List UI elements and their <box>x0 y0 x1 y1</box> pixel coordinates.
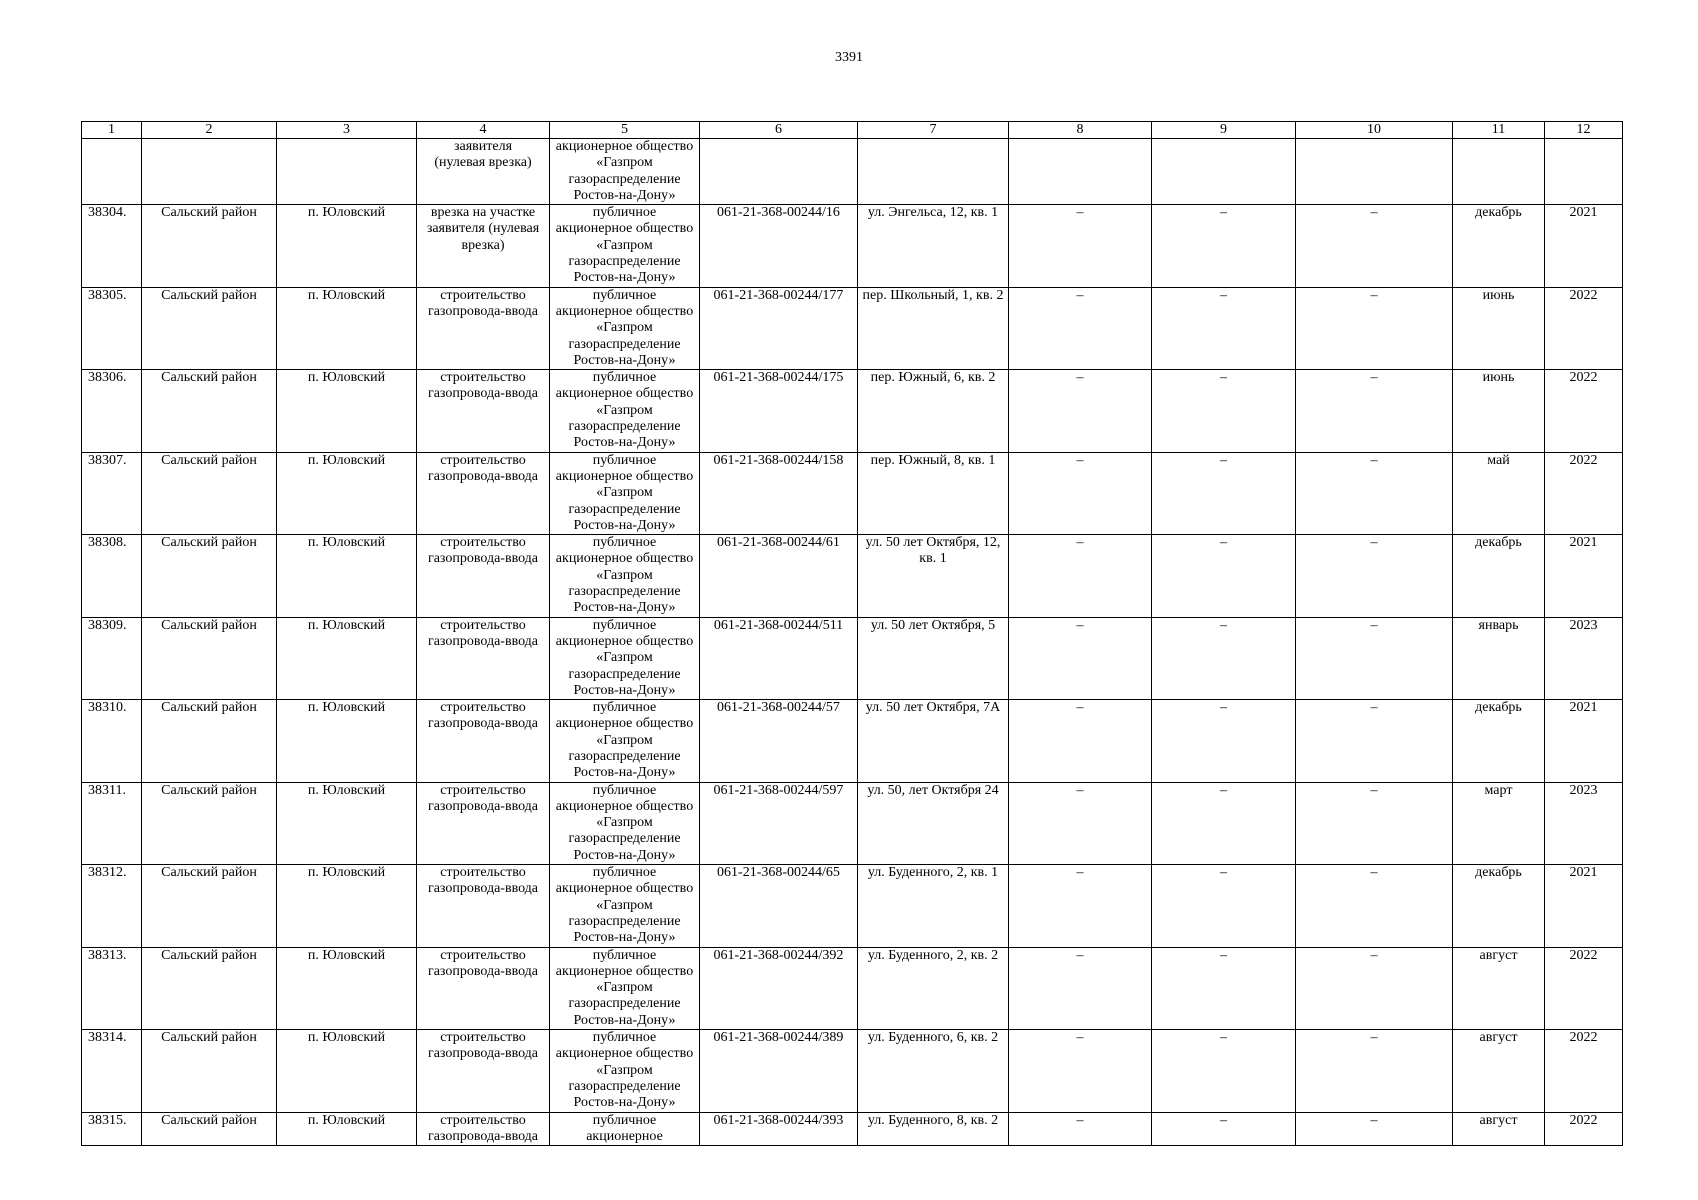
cell-col-9: – <box>1152 865 1296 947</box>
cell-col-10: – <box>1296 452 1453 534</box>
column-header: 7 <box>858 122 1009 139</box>
cell-address: пер. Южный, 6, кв. 2 <box>858 370 1009 452</box>
cell-col-9: – <box>1152 205 1296 287</box>
cell-empty <box>858 139 1009 205</box>
cell-organization: публичное акционерное <box>550 1112 700 1146</box>
cell-empty <box>142 139 277 205</box>
cell-work-type: строительство газопровода-ввода <box>417 865 550 947</box>
cell-locality: п. Юловский <box>277 865 417 947</box>
cell-address: ул. Буденного, 2, кв. 2 <box>858 947 1009 1029</box>
cell-col-10: – <box>1296 535 1453 617</box>
cell-col-10: – <box>1296 205 1453 287</box>
cell-col-9: – <box>1152 947 1296 1029</box>
cell-work-type: строительство газопровода-ввода <box>417 782 550 864</box>
cell-address: ул. Энгельса, 12, кв. 1 <box>858 205 1009 287</box>
cell-record-number: 38308. <box>82 535 142 617</box>
cell-work-type: строительство газопровода-ввода <box>417 370 550 452</box>
cell-month: август <box>1453 1030 1545 1112</box>
table-row <box>82 205 1623 287</box>
cell-district: Сальский район <box>142 452 277 534</box>
column-header: 1 <box>82 122 142 139</box>
cell-district: Сальский район <box>142 865 277 947</box>
column-number-header-row <box>82 122 1623 139</box>
cell-year: 2022 <box>1545 287 1623 369</box>
cell-col-8: – <box>1009 1030 1152 1112</box>
cell-locality: п. Юловский <box>277 287 417 369</box>
cell-organization: публичное акционерное общество «Газпром газораспределение Ростов-на-Дону» <box>550 700 700 782</box>
column-header: 12 <box>1545 122 1623 139</box>
cell-record-number: 38310. <box>82 700 142 782</box>
column-header: 4 <box>417 122 550 139</box>
cell-contract-number: 061-21-368-00244/177 <box>700 287 858 369</box>
column-header: 9 <box>1152 122 1296 139</box>
table-row <box>82 782 1623 864</box>
cell-organization: публичное акционерное общество «Газпром газораспределение Ростов-на-Дону» <box>550 205 700 287</box>
cell-col-9: – <box>1152 370 1296 452</box>
cell-empty <box>277 139 417 205</box>
cell-contract-number: 061-21-368-00244/65 <box>700 865 858 947</box>
cell-col-8: – <box>1009 617 1152 699</box>
cell-col-10: – <box>1296 700 1453 782</box>
cell-contract-number: 061-21-368-00244/175 <box>700 370 858 452</box>
cell-col-8: – <box>1009 535 1152 617</box>
cell-col-8: – <box>1009 287 1152 369</box>
cell-address: ул. 50, лет Октября 24 <box>858 782 1009 864</box>
cell-month: август <box>1453 947 1545 1029</box>
cell-district: Сальский район <box>142 205 277 287</box>
cell-work-type: строительство газопровода-ввода <box>417 452 550 534</box>
cell-col-10: – <box>1296 947 1453 1029</box>
cell-work-type: заявителя (нулевая врезка) <box>417 139 550 205</box>
page-number: 3391 <box>835 50 863 65</box>
cell-col-10: – <box>1296 287 1453 369</box>
cell-contract-number: 061-21-368-00244/392 <box>700 947 858 1029</box>
cell-col-8: – <box>1009 452 1152 534</box>
cell-year: 2021 <box>1545 865 1623 947</box>
cell-year: 2023 <box>1545 617 1623 699</box>
cell-col-10: – <box>1296 617 1453 699</box>
cell-month: декабрь <box>1453 865 1545 947</box>
column-header: 8 <box>1009 122 1152 139</box>
cell-month: январь <box>1453 617 1545 699</box>
cell-contract-number: 061-21-368-00244/158 <box>700 452 858 534</box>
table-row <box>82 947 1623 1029</box>
cell-col-9: – <box>1152 535 1296 617</box>
cell-year: 2022 <box>1545 1030 1623 1112</box>
cell-work-type: врезка на участке заявителя (нулевая врезка) <box>417 205 550 287</box>
cell-col-10: – <box>1296 1030 1453 1112</box>
cell-contract-number: 061-21-368-00244/511 <box>700 617 858 699</box>
cell-work-type: строительство газопровода-ввода <box>417 947 550 1029</box>
cell-locality: п. Юловский <box>277 782 417 864</box>
cell-district: Сальский район <box>142 617 277 699</box>
cell-year: 2023 <box>1545 782 1623 864</box>
cell-empty <box>1296 139 1453 205</box>
cell-col-8: – <box>1009 1112 1152 1146</box>
cell-year: 2022 <box>1545 370 1623 452</box>
table-row <box>82 1112 1623 1146</box>
cell-organization: публичное акционерное общество «Газпром газораспределение Ростов-на-Дону» <box>550 535 700 617</box>
cell-record-number: 38304. <box>82 205 142 287</box>
column-header: 3 <box>277 122 417 139</box>
cell-organization: публичное акционерное общество «Газпром газораспределение Ростов-на-Дону» <box>550 370 700 452</box>
cell-locality: п. Юловский <box>277 205 417 287</box>
cell-col-8: – <box>1009 865 1152 947</box>
gas-connection-registry-table <box>81 121 1623 1146</box>
cell-col-10: – <box>1296 782 1453 864</box>
cell-col-9: – <box>1152 700 1296 782</box>
cell-address: ул. Буденного, 2, кв. 1 <box>858 865 1009 947</box>
cell-address: пер. Школьный, 1, кв. 2 <box>858 287 1009 369</box>
cell-col-8: – <box>1009 947 1152 1029</box>
cell-district: Сальский район <box>142 287 277 369</box>
cell-col-9: – <box>1152 1030 1296 1112</box>
cell-address: ул. 50 лет Октября, 5 <box>858 617 1009 699</box>
cell-address: ул. Буденного, 8, кв. 2 <box>858 1112 1009 1146</box>
cell-empty <box>1009 139 1152 205</box>
cell-organization: публичное акционерное общество «Газпром газораспределение Ростов-на-Дону» <box>550 1030 700 1112</box>
cell-record-number: 38311. <box>82 782 142 864</box>
cell-organization: публичное акционерное общество «Газпром газораспределение Ростов-на-Дону» <box>550 865 700 947</box>
cell-district: Сальский район <box>142 947 277 1029</box>
cell-work-type: строительство газопровода-ввода <box>417 1112 550 1146</box>
table-row <box>82 370 1623 452</box>
cell-locality: п. Юловский <box>277 1030 417 1112</box>
cell-col-9: – <box>1152 452 1296 534</box>
cell-year: 2022 <box>1545 452 1623 534</box>
table-row <box>82 452 1623 534</box>
cell-contract-number: 061-21-368-00244/393 <box>700 1112 858 1146</box>
cell-district: Сальский район <box>142 1112 277 1146</box>
cell-year: 2022 <box>1545 1112 1623 1146</box>
cell-organization: публичное акционерное общество «Газпром газораспределение Ростов-на-Дону» <box>550 287 700 369</box>
cell-record-number: 38306. <box>82 370 142 452</box>
cell-month: июнь <box>1453 370 1545 452</box>
cell-work-type: строительство газопровода-ввода <box>417 700 550 782</box>
cell-col-10: – <box>1296 370 1453 452</box>
cell-month: март <box>1453 782 1545 864</box>
cell-month: июнь <box>1453 287 1545 369</box>
table-row <box>82 700 1623 782</box>
column-header: 2 <box>142 122 277 139</box>
cell-empty <box>1152 139 1296 205</box>
cell-locality: п. Юловский <box>277 700 417 782</box>
cell-work-type: строительство газопровода-ввода <box>417 617 550 699</box>
table-row <box>82 535 1623 617</box>
cell-district: Сальский район <box>142 700 277 782</box>
cell-address: ул. 50 лет Октября, 12, кв. 1 <box>858 535 1009 617</box>
cell-empty <box>1453 139 1545 205</box>
cell-organization: публичное акционерное общество «Газпром газораспределение Ростов-на-Дону» <box>550 452 700 534</box>
cell-record-number: 38312. <box>82 865 142 947</box>
cell-col-10: – <box>1296 865 1453 947</box>
cell-work-type: строительство газопровода-ввода <box>417 287 550 369</box>
cell-col-9: – <box>1152 782 1296 864</box>
cell-col-8: – <box>1009 370 1152 452</box>
cell-record-number: 38313. <box>82 947 142 1029</box>
cell-month: май <box>1453 452 1545 534</box>
cell-month: декабрь <box>1453 535 1545 617</box>
cell-address: ул. 50 лет Октября, 7А <box>858 700 1009 782</box>
cell-record-number: 38307. <box>82 452 142 534</box>
cell-contract-number: 061-21-368-00244/61 <box>700 535 858 617</box>
table-row <box>82 287 1623 369</box>
cell-work-type: строительство газопровода-ввода <box>417 535 550 617</box>
cell-year: 2021 <box>1545 535 1623 617</box>
column-header: 5 <box>550 122 700 139</box>
cell-district: Сальский район <box>142 370 277 452</box>
cell-empty <box>82 139 142 205</box>
cell-contract-number: 061-21-368-00244/16 <box>700 205 858 287</box>
cell-col-9: – <box>1152 617 1296 699</box>
cell-col-9: – <box>1152 1112 1296 1146</box>
cell-year: 2022 <box>1545 947 1623 1029</box>
cell-contract-number: 061-21-368-00244/389 <box>700 1030 858 1112</box>
cell-year: 2021 <box>1545 700 1623 782</box>
cell-locality: п. Юловский <box>277 1112 417 1146</box>
column-header: 6 <box>700 122 858 139</box>
cell-work-type: строительство газопровода-ввода <box>417 1030 550 1112</box>
cell-address: ул. Буденного, 6, кв. 2 <box>858 1030 1009 1112</box>
cell-district: Сальский район <box>142 535 277 617</box>
cell-organization: публичное акционерное общество «Газпром газораспределение Ростов-на-Дону» <box>550 617 700 699</box>
cell-organization: публичное акционерное общество «Газпром газораспределение Ростов-на-Дону» <box>550 947 700 1029</box>
cell-record-number: 38309. <box>82 617 142 699</box>
table-row <box>82 1030 1623 1112</box>
cell-record-number: 38315. <box>82 1112 142 1146</box>
table-row <box>82 865 1623 947</box>
cell-locality: п. Юловский <box>277 370 417 452</box>
column-header: 11 <box>1453 122 1545 139</box>
cell-contract-number: 061-21-368-00244/597 <box>700 782 858 864</box>
cell-empty <box>1545 139 1623 205</box>
cell-col-9: – <box>1152 287 1296 369</box>
cell-month: декабрь <box>1453 205 1545 287</box>
cell-record-number: 38314. <box>82 1030 142 1112</box>
cell-col-8: – <box>1009 782 1152 864</box>
cell-record-number: 38305. <box>82 287 142 369</box>
cell-locality: п. Юловский <box>277 535 417 617</box>
cell-col-8: – <box>1009 205 1152 287</box>
cell-locality: п. Юловский <box>277 947 417 1029</box>
cell-locality: п. Юловский <box>277 452 417 534</box>
cell-month: август <box>1453 1112 1545 1146</box>
cell-organization: публичное акционерное общество «Газпром газораспределение Ростов-на-Дону» <box>550 782 700 864</box>
continuation-row <box>82 139 1623 205</box>
cell-contract-number: 061-21-368-00244/57 <box>700 700 858 782</box>
cell-col-8: – <box>1009 700 1152 782</box>
cell-month: декабрь <box>1453 700 1545 782</box>
cell-organization: акционерное общество «Газпром газораспределение Ростов-на-Дону» <box>550 139 700 205</box>
cell-year: 2021 <box>1545 205 1623 287</box>
table-row <box>82 617 1623 699</box>
cell-district: Сальский район <box>142 782 277 864</box>
cell-district: Сальский район <box>142 1030 277 1112</box>
cell-empty <box>700 139 858 205</box>
cell-col-10: – <box>1296 1112 1453 1146</box>
cell-locality: п. Юловский <box>277 617 417 699</box>
column-header: 10 <box>1296 122 1453 139</box>
cell-address: пер. Южный, 8, кв. 1 <box>858 452 1009 534</box>
